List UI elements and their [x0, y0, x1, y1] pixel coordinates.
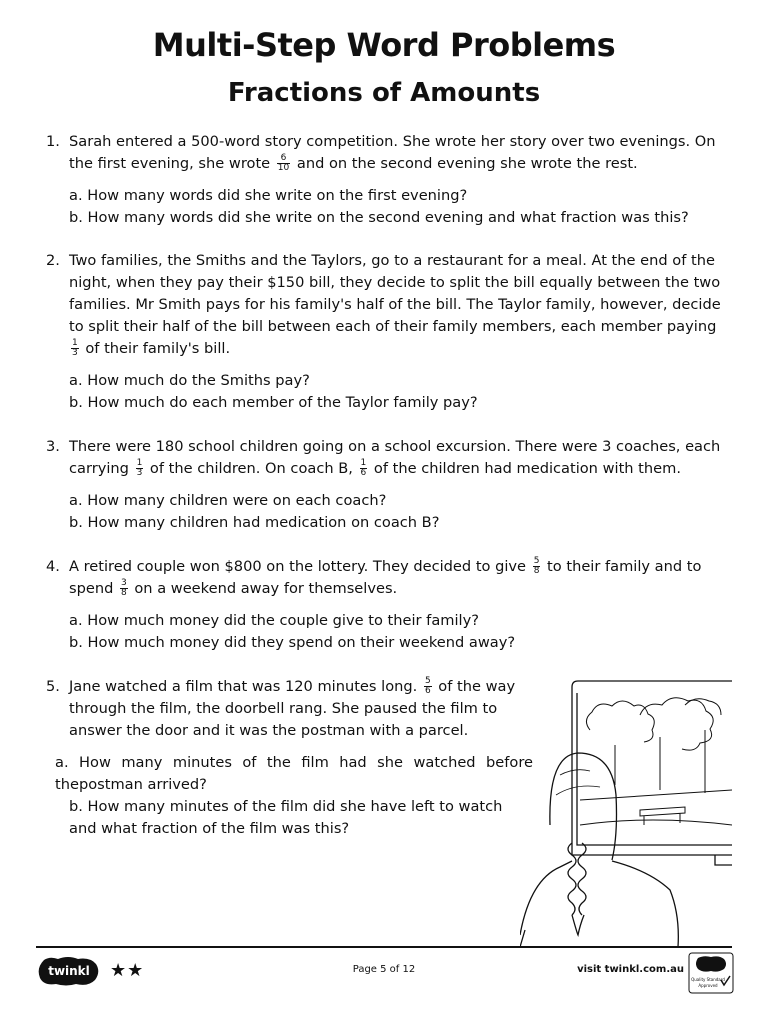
sub-questions — [69, 185, 726, 229]
sub-question-b: b. How much do each member of the Taylor family pay? — [69, 394, 478, 411]
question-number: 3. — [46, 438, 60, 455]
sub-question-b: b. How many minutes of the film did she have left to watch and what fraction of the film was this? — [69, 798, 503, 837]
question-text: A retired couple won $800 on the lottery. They decided to give $\frac{5}{8}$ to their family and to spend $\frac{3}{8}$ on a weekend away for themselves. — [69, 555, 702, 598]
question-text: There were 180 school children going on a school excursion. There were 3 coaches, each carrying $\frac{1}{3}$ of the children. On coach B, $\frac{1}{6}$ of the children had medication with them. — [69, 438, 721, 478]
question-number: 1. — [46, 133, 60, 150]
question-number: 4. — [46, 558, 60, 575]
fraction: $\frac{1}{6}$ — [360, 457, 367, 478]
sub-questions — [69, 490, 726, 534]
sub-question-b: b. How many words did she write on the second evening and what fraction was this? — [69, 209, 689, 226]
question-text: Two families, the Smiths and the Taylors, go to a restaurant for a meal. At the end of the night, when they pay their $150 bill, they decide to split the bill equally between the two families. Mr Smith pays for his family's half of the bill. The Taylor family, however, decide to split their half of the bill between each of their family members, each member paying $\frac{1}{3}$ of their family's bill. — [69, 252, 721, 358]
sub-question-b: b. How much money did they spend on their weekend away? — [69, 634, 516, 651]
question-number: 5. — [46, 678, 60, 695]
sub-question-a: a. How many words did she write on the first evening? — [69, 187, 468, 204]
sub-question-a: a. How many children were on each coach? — [69, 492, 387, 509]
fraction: $\frac{5}{6}$ — [424, 675, 431, 696]
girl-watching-tv-illustration — [520, 675, 732, 947]
question-3 — [46, 436, 726, 534]
fraction: $\frac{3}{8}$ — [121, 577, 127, 598]
question-text: Sarah entered a 500-word story competition. She wrote her story over two evenings. On the first evening, she wrote $\frac{6}{10}$ and on the second evening she wrote the rest. — [69, 133, 716, 173]
svg-text:twinkl: twinkl — [48, 964, 90, 978]
sub-question-a: a. How many minutes of the film had she watched before thepostman arrived? — [55, 754, 533, 793]
star-icon: ★★ — [110, 960, 145, 981]
quality-badge-icon — [688, 952, 734, 994]
question-number: 2. — [46, 252, 60, 269]
fraction: $\frac{5}{8}$ — [533, 555, 540, 576]
svg-text:Approved: Approved — [698, 983, 718, 988]
sub-question-a: a. How much do the Smiths pay? — [69, 372, 310, 389]
sub-question-a: a. How much money did the couple give to their family? — [69, 612, 479, 629]
sub-question-b: b. How many children had medication on coach B? — [69, 514, 440, 531]
fraction: $\frac{1}{3}$ — [136, 457, 143, 478]
page-title: Multi-Step Word Problems — [152, 26, 616, 64]
question-text: Jane watched a film that was 120 minutes long. $\frac{5}{6}$ of the way through the film, the doorbell rang. She paused the film to answer the door and it was the postman with a parcel. — [69, 675, 516, 739]
sub-questions — [69, 370, 726, 414]
question-1 — [46, 131, 726, 229]
website-link[interactable]: visit twinkl.com.au — [577, 964, 684, 975]
fraction: $\frac{1}{3}$ — [72, 337, 78, 358]
page-subtitle: Fractions of Amounts — [227, 78, 541, 108]
sub-questions — [69, 610, 726, 654]
question-2 — [46, 250, 726, 414]
page-number: Page 5 of 12 — [352, 964, 416, 975]
svg-text:Quality Standard: Quality Standard — [691, 977, 725, 982]
footer-divider — [36, 946, 732, 948]
question-4 — [46, 556, 726, 654]
fraction: $\frac{6}{10}$ — [277, 152, 290, 173]
